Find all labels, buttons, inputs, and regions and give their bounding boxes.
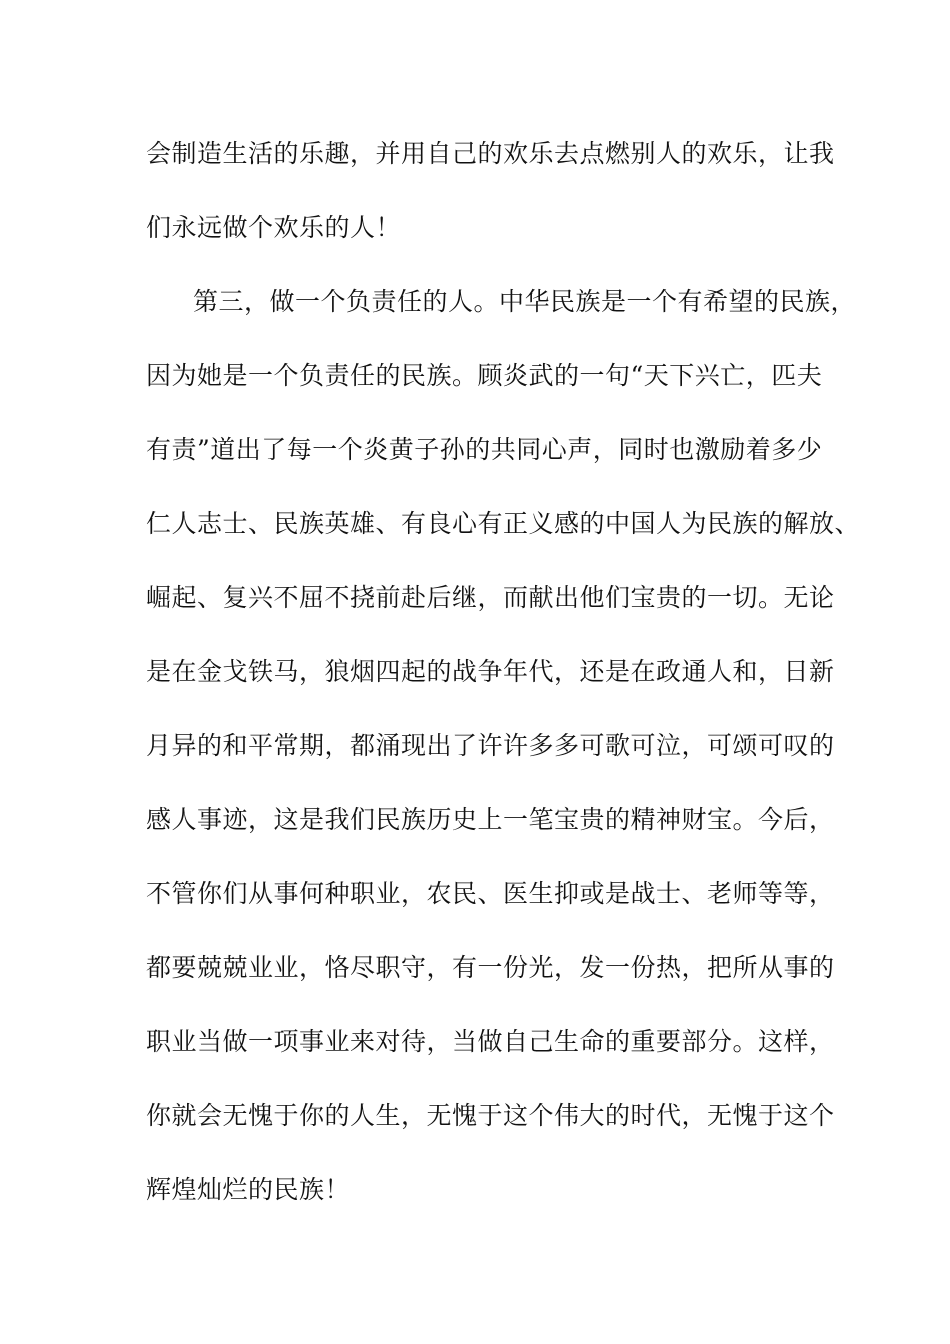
text-line: 都要兢兢业业，恪尽职守，有一份光，发一份热，把所从事的	[146, 953, 835, 982]
text-line: 因为她是一个负责任的民族。顾炎武的一句“天下兴亡，匹夫	[146, 361, 823, 390]
text-line: 们永远做个欢乐的人！	[146, 213, 402, 242]
text-line: 崛起、复兴不屈不挠前赴后继，而献出他们宝贵的一切。无论	[146, 583, 835, 612]
text-line: 月异的和平常期，都涌现出了许许多多可歌可泣，可颂可叹的	[146, 731, 835, 760]
text-line: 职业当做一项事业来对待，当做自己生命的重要部分。这样，	[146, 1027, 835, 1056]
text-line: 不管你们从事何种职业，农民、医生抑或是战士、老师等等，	[146, 879, 835, 908]
text-line: 仁人志士、民族英雄、有良心有正义感的中国人为民族的解放、	[146, 509, 861, 538]
paragraph-first-line: 第三，做一个负责任的人。中华民族是一个有希望的民族，	[193, 287, 857, 316]
text-line: 会制造生活的乐趣，并用自己的欢乐去点燃别人的欢乐，让我	[146, 139, 835, 168]
text-line: 是在金戈铁马，狼烟四起的战争年代，还是在政通人和，日新	[146, 657, 835, 686]
text-line: 有责”道出了每一个炎黄子孙的共同心声，同时也激励着多少	[146, 435, 823, 464]
text-line: 你就会无愧于你的人生，无愧于这个伟大的时代，无愧于这个	[146, 1101, 835, 1130]
text-line: 辉煌灿烂的民族！	[146, 1175, 351, 1204]
text-line: 感人事迹，这是我们民族历史上一笔宝贵的精神财宝。今后，	[146, 805, 835, 834]
body-text	[146, 134, 861, 1244]
